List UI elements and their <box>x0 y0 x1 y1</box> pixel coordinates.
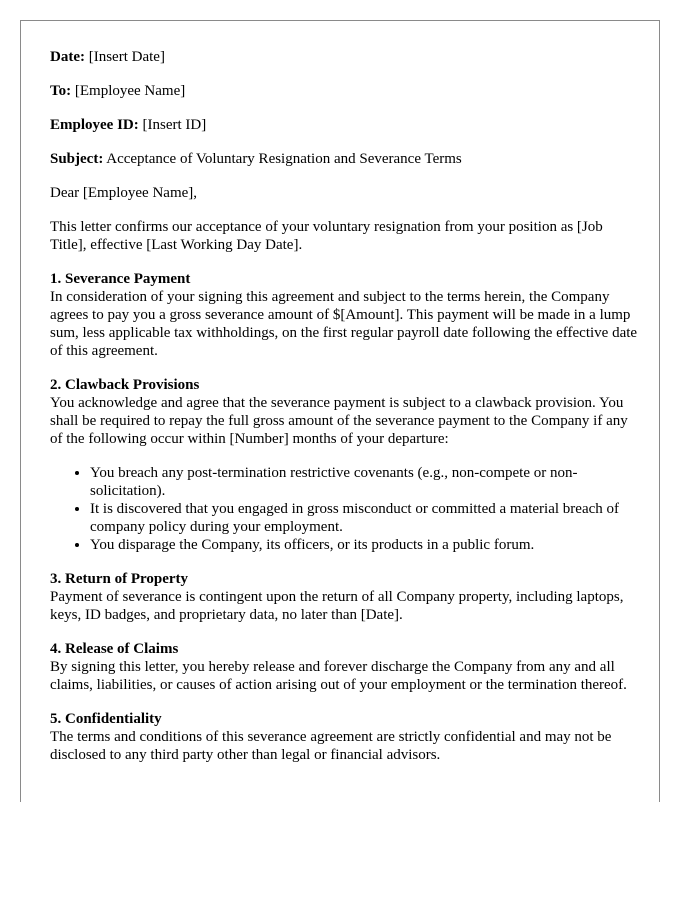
section-confidentiality <box>50 710 640 764</box>
date-line <box>50 48 640 66</box>
employee-id-value: [Insert ID] <box>138 117 207 133</box>
subject-value: Acceptance of Voluntary Resignation and Severance Terms <box>103 151 462 167</box>
section-body: In consideration of your signing this agreement and subject to the terms herein, the Company agrees to pay you a gross severance amount of $[Amount]. This payment will be made in a lump sum, less applicable tax withholdings, on the first regular payroll date following the effective date of this agreement. <box>50 289 638 359</box>
list-item: • You breach any post-termination restrictive covenants (e.g., non-compete or non-solicitation). <box>90 464 640 500</box>
section-release-of-claims <box>50 640 640 694</box>
section-body: By signing this letter, you hereby release and forever discharge the Company from any and all claims, liabilities, or causes of action arising out of your employment or the termination thereof. <box>50 659 627 693</box>
section-clawback-provisions <box>50 376 640 554</box>
section-body: You acknowledge and agree that the severance payment is subject to a clawback provision. You shall be required to repay the full gross amount of the severance payment to the Company if any of the following occur within [Number] months of your departure: <box>50 395 628 447</box>
section-body: Payment of severance is contingent upon the return of all Company property, including laptops, keys, ID badges, and proprietary data, no later than [Date]. <box>50 589 624 623</box>
section-title: 5. Confidentiality <box>50 711 162 727</box>
intro-paragraph: This letter confirms our acceptance of your voluntary resignation from your position as [Job Title], effective [Last Working Day Date]. <box>50 219 603 253</box>
clawback-conditions-list <box>50 464 640 554</box>
section-title: 2. Clawback Provisions <box>50 377 200 393</box>
list-item: • It is discovered that you engaged in gross misconduct or committed a material breach of company policy during your employment. <box>90 500 640 536</box>
section-title: 1. Severance Payment <box>50 271 191 287</box>
letter-content <box>50 48 640 780</box>
letter-page <box>20 20 660 802</box>
subject-label: Subject: <box>50 151 104 167</box>
list-item: • You disparage the Company, its officers, or its products in a public forum. <box>90 536 640 554</box>
section-title: 4. Release of Claims <box>50 641 179 657</box>
section-severance-payment <box>50 270 640 360</box>
salutation: Dear [Employee Name], <box>50 185 198 201</box>
to-value: [Employee Name] <box>71 83 186 99</box>
employee-id-line <box>50 116 640 134</box>
section-title: 3. Return of Property <box>50 571 189 587</box>
to-label: To: <box>50 83 72 99</box>
date-value: [Insert Date] <box>84 49 165 65</box>
section-body: The terms and conditions of this severance agreement are strictly confidential and may not be disclosed to any third party other than legal or financial advisors. <box>50 729 612 763</box>
employee-id-label: Employee ID: <box>50 117 139 133</box>
date-label: Date: <box>50 49 85 65</box>
subject-line <box>50 150 640 168</box>
section-return-of-property <box>50 570 640 624</box>
to-line <box>50 82 640 100</box>
